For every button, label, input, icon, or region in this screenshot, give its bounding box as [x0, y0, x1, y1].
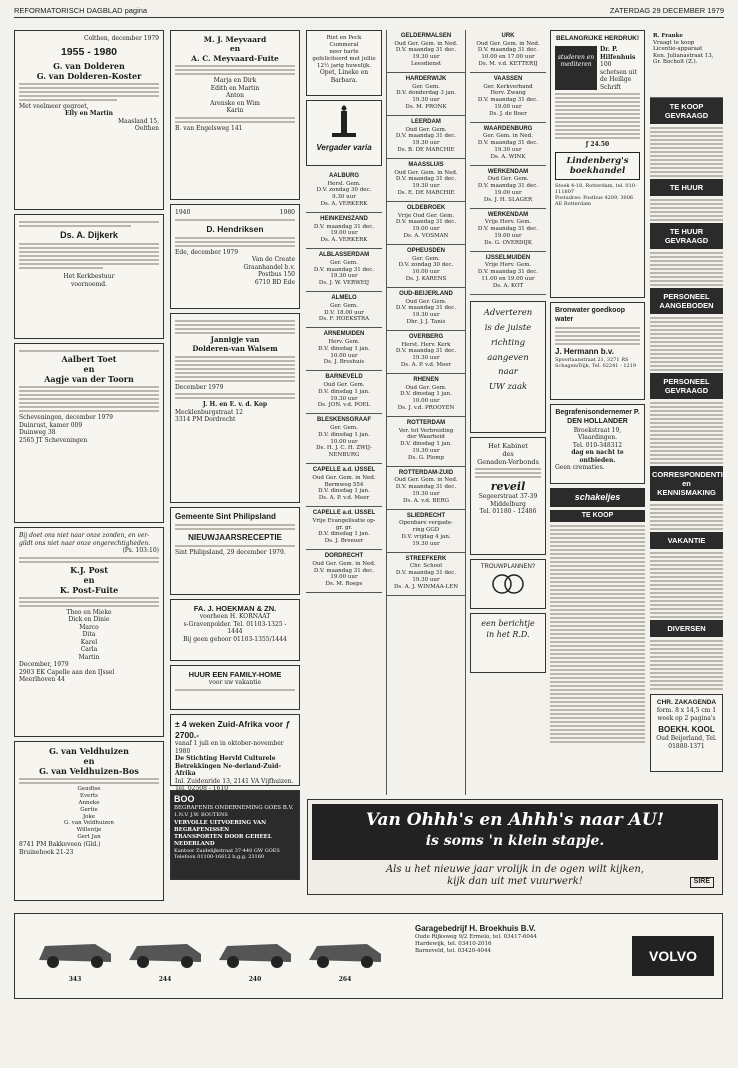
family-home-ad [170, 665, 300, 710]
candle-icon [314, 105, 374, 139]
ad-logo-name: BOO [174, 794, 195, 804]
section-header: DIVERSEN [650, 620, 723, 637]
anniversary-ad-meyvaard [170, 30, 300, 200]
anniversary-ad-dolderen [170, 313, 300, 503]
ad-sub: voorheen H. KORNAAT [199, 613, 271, 621]
banner-line: Als u het nieuwe jaar vrolijk in de ogen wilt kijken, kijk dan uit met vuurwerk! [385, 864, 645, 887]
church-entry: BLESKENSGRAAF Ger. Gem. D.V. dinsdag 1 jan. 10.00 uur Ds. H. J. C. H. ZWIJ-NENBURG [306, 414, 382, 464]
ad-address: Spoorlaanstraat 21, 3271 RS Schagen/Dijk, Tel. 02241 - 1219 [555, 356, 637, 369]
ad-lines: Vraagt te koop Licentie-apparaat Ken. Julianastraat 13, Gr. Bocholt (Z.). [653, 39, 714, 66]
rings-icon [478, 571, 538, 597]
ad-names: G. van Dolderen G. van Dolderen-Koster [36, 60, 142, 81]
church-entry: AALBURG Hersl. Gem. D.V. zondag 30 dec. 9.30 uur Ds. A. VERKERK [306, 170, 382, 213]
church-entry: HARDERWIJK Ger. Gem. D.V. donderdag 3 jan. 19.30 uur Ds. M. PRONK [387, 73, 465, 116]
advertise-box: Adverteren is de juiste richting aangeven naar UW zaak [470, 301, 546, 433]
ad-event: NIEUWJAARSRECEPTIE [188, 533, 282, 542]
header-left: REFORMATORISCH DAGBLAD pagina [14, 6, 148, 15]
shop-name: reveil [490, 480, 526, 494]
church-entry: OLDEBROEK Vrije Oud Ger. Gem. D.V. maandag 31 dec. 19.00 uur Ds. A. VOSMAN [387, 202, 465, 245]
agenda-ad [650, 694, 723, 772]
ad-address: Mecklenburgstraat 12 3314 PM Dordrecht [175, 408, 243, 423]
garage-address: Oude Rijksweg 9/2 Ermelo, tel. 03417-6044 Hardewijk, tel. 03410-2016 Barneveld, tel. 03420-4044 [415, 934, 537, 954]
ad-org: De Stichting Hervld Culturele Betrekkingen Ne-derland-Zuid-Afrika [175, 755, 281, 778]
bronwater-ad [550, 302, 645, 400]
book-reprint-ad [550, 30, 645, 298]
ad-names: Jannigje van Dolderen-van Walsem [192, 335, 278, 353]
church-entry: HEINKENSZAND D.V. maandag 31 dec. 19.00 uur Ds. A. VERKERK [306, 213, 382, 249]
undertaker-ad [550, 404, 645, 484]
vergader-varia-logo [306, 100, 382, 166]
ad-note: dag en nacht te ontbieden. [571, 449, 624, 464]
ad-place: Sint Philipsland, 29 december 1979. [175, 549, 286, 556]
church-entry: SLIEDRECHT Openbare vergade- ring GGD D.V. vrijdag 4 jan. 19.30 uur [387, 510, 465, 553]
church-list-col3 [306, 170, 382, 593]
ad-name: R. Franke [653, 33, 683, 39]
ad-title: Het Kabinet des Genaden-Verbonds [477, 441, 539, 467]
ad-names: K.J. Post en K. Post-Fuite [59, 564, 119, 595]
section-header: VAKANTIE [650, 532, 723, 549]
section-header: PERSONEEL AANGEBODEN [650, 288, 723, 314]
banner-subtitle: is soms 'n klein stapje. [425, 833, 605, 849]
ad-sub: vanaf 1 juli en in oktober-november 1980 [175, 740, 284, 755]
ad-names: M. J. Meyvaard en A. C. Meyvaard-Fuite [191, 35, 279, 63]
car-icon [35, 932, 115, 972]
ad-org: J. Hermann b.v. [555, 346, 614, 356]
church-entry: OUD-BEIJERLAND Oud Ger. Gem. D.V. maandag 31 dec. 19.30 uur Dhr. J. J. Tanis [387, 288, 465, 331]
ad-address: 2903 EK Capelle aan den IJssel Meerlhoven 44 [19, 668, 115, 683]
book-row [555, 46, 640, 91]
anniversary-ad-post [14, 527, 164, 737]
car-icon [125, 932, 205, 972]
ad-title: Gemeente Sint Philipsland [175, 512, 276, 521]
ad-line: form. 8 x 14,5 cm 1 week op 2 pagina's [656, 707, 717, 722]
ad-date: December, 1979 [19, 661, 69, 668]
church-entry: ALBLASSERDAM Ger. Gem. D.V. maandag 31 dec. 19.30 uur Ds. J. W. VERWEIJ [306, 249, 382, 292]
ad-address: Inl. Zuidenride 13, 2141 VA Vijfhuizen. Tel. 02508 - 1610 [175, 777, 294, 793]
ad-children: Theo en Mieke Dick en Dinie Marco Dita Karel Carla Martin [66, 608, 112, 661]
bericht-ad: een berichtje in het R.D. [470, 613, 546, 673]
ad-title: HUUR EEN FAMILY-HOME [188, 670, 282, 679]
church-entry: OPHEUSDEN Ger. Gem. D.V. zondag 30 dec. 10.00 uur Ds. J. KARENS [387, 245, 465, 288]
column-1 [14, 30, 164, 910]
ad-title: BELANGRIJKE HERDRUK! [555, 35, 640, 42]
ad-thanks: Met veelmeer gegroet, [19, 102, 89, 110]
church-entry: OVERBERG Herst. Herv. Kerk D.V. maandag 31 dec. 19.30 uur Ds. A. P. v.d. Meer [387, 331, 465, 374]
church-entry: RHENEN Oud Ger. Gem. D.V. dinsdag 1 jan. 10.00 uur Ds. J. v.d. PROOYEN [387, 374, 465, 417]
car-1: 343 [35, 932, 115, 972]
ad-family: Geudtse Everts Anneke Gertie Joke G. van Veldhuizen Willentje Gert Jan [64, 786, 114, 841]
book-author: Dr. P. Hilfenhuis [600, 46, 636, 61]
ad-title: Vergader varia [316, 143, 372, 152]
church-entry: WERKENDAM Vrije Herv. Gem. D.V. maandag 31 dec. 19.00 uur Ds. G. OVERDIJK [470, 209, 546, 252]
church-entry: VAASSEN Ger. Kerkverband Herv. Zwang D.V. maandag 31 dec. 19.00 uur Ds. J. de Boer [470, 73, 546, 123]
trouw-ad [470, 559, 546, 609]
ad-extra: Geen crematies. [555, 464, 605, 471]
shop-place: Oud Beijerland, Tel. 01880-1371 [656, 735, 717, 750]
ad-address: Broekstraat 19, Vlaardingen. Tel. 010-348312 [572, 426, 623, 449]
church-entry: BARNEVELD Oud Ger. Gem. D.V. dinsdag 1 jan. 19.30 uur Ds. JON. v.d. POEL [306, 371, 382, 414]
te-koop-header: TE KOOP [550, 510, 645, 522]
ad-sub: voor uw vakantie [208, 679, 262, 687]
column-4 [386, 30, 466, 795]
kabinet-ad [470, 437, 546, 555]
ad-date: December 1979 [175, 383, 224, 391]
anniversary-ad-1 [14, 30, 164, 210]
church-entry: CAPELLE a.d. IJSSEL Vrije Evangelisatie op- gr. gr. D.V. dinsdag 1 jan. Ds. J. Breeuer [306, 507, 382, 550]
ad-names: G. van Veldhuizen en G. van Veldhuizen-Bos [39, 746, 139, 776]
ad-years: 1955 - 1980 [60, 45, 118, 58]
municipality-ad [170, 507, 300, 595]
car-icon [215, 932, 295, 972]
ad-address: B. van Engelsweg 141 [175, 124, 243, 132]
ad-title: CHR. ZAKAGENDA [656, 699, 717, 706]
car-4: 264 [305, 932, 385, 972]
ad-sign: Het Kerkbestuur voornoemd. [63, 273, 115, 288]
ad-place: Colthen, december 1979 [83, 35, 159, 42]
classified-text [550, 525, 645, 743]
ad-phone: Bij geen gehoor 01103-1355/1444 [183, 635, 287, 643]
ad-line-1: VERVOLLE UITVOERING VAN BEGRAFENISSEN [174, 820, 267, 834]
ad-address: 8741 PM Bakkeveen (Gld.) Bruinehoek 21-23 [19, 841, 101, 856]
anniversary-ad-toet [14, 343, 164, 523]
funeral-service-ad [170, 790, 300, 880]
volvo-logo: VOLVO [632, 936, 714, 976]
church-entry: GELDERMALSEN Oud Ger. Gem. in Ned. D.V. maandag 31 dec. 19.30 uur Leesdienst [387, 30, 465, 73]
ad-place: Scheveningen, december 1979 [19, 414, 113, 421]
church-entry: WERKENDAM Oud Ger. Gem. D.V. maandag 31 dec. 19.00 uur Ds. J. H. SLAGER [470, 166, 546, 209]
jubilee-ad-hendriksen [170, 204, 300, 309]
ad-address: Stoek 4-18, Rotterdam, tel. 010-111807 Postadres: Postbus 4209, 3006 AE Rotterdam [555, 182, 637, 208]
ad-title: Begrafenisondernemer P. DEN HOLLANDER [555, 409, 640, 425]
book-price: ƒ 24.50 [585, 141, 610, 149]
ad-address: Van de Create Graanhandel b.v. Postbus 150 6710 BD Ede [243, 256, 295, 286]
ad-title: ± 4 weken Zuid-Afrika voor ƒ 2700.- [175, 719, 291, 740]
church-entry: URK Oud Ger. Gem. in Ned. D.V. maandag 31 dec. 10.00 en 17.00 uur Ds. M. v.d. KETTERIJ [470, 30, 546, 73]
church-entry: CAPELLE a.d. IJSSEL Oud Ger. Gem. in Ned. Bermweg 554 D.V. dinsdag 1 jan. Ds. A. P. v.d. Meer [306, 464, 382, 507]
ad-address: Segeerstraat 37-39 Middelburg Tel. 01180 - 12486 [478, 493, 538, 516]
ad-name: Ds. A. Dijkerk [60, 230, 118, 240]
ad-address: Kantoor Zuidelijkstraat 37-440 GW GOES Telefoon 01100-16612 b.g.g. 23160 [174, 847, 280, 861]
church-entry: ARNEMUIDEN Herv. Gem. D.V. dinsdag 1 jan. 10.00 uur Ds. J. Broshuis [306, 328, 382, 371]
church-entry: IJSSELMUIDEN Vrije Herv. Gem. D.V. maandag 31 dec. 11.00 en 19.00 uur Ds. A. KOT [470, 252, 546, 295]
south-africa-ad [170, 714, 300, 793]
section-header: CORRESPONDENTIE en KENNISMAKING [650, 466, 723, 501]
banner-title: Van Ohhh's en Ahhh's naar AU! [365, 810, 665, 830]
church-ad-dijkerk [14, 214, 164, 339]
car-2: 244 [125, 932, 205, 972]
congratulation-ad [306, 30, 382, 96]
book-cover: studeren en mediteren [555, 46, 597, 90]
section-header: TE KOOP GEVRAAGD [650, 98, 723, 124]
banner-headline [312, 804, 718, 860]
car-icon [305, 932, 385, 972]
ad-sign: Elly en Martin [64, 110, 114, 117]
section-header: TE HUUR [650, 179, 723, 196]
ad-address: Maasland 15, Oolthen [117, 117, 159, 132]
church-entry: ROTTERDAM-ZUID Oud Ger. Gem. in Ned. D.V. maandag 31 dec. 19.30 uur Ds. A. v.d. BERG [387, 467, 465, 510]
ad-reference: (Ps. 103:10) [122, 547, 159, 554]
ad-title: Bronwater goedkoop water [555, 307, 626, 323]
church-entry: DORDRECHT Oud Ger. Gem. in Ned. D.V. maandag 31 dec. 19.00 uur Ds. M. Roeps [306, 550, 382, 593]
church-entry: MAASSLUIS Oud Ger. Gem. in Ned. D.V. maandag 31 dec. 19.30 uur Ds. E. DE MARCHIE [387, 159, 465, 202]
ad-text: Riet en Peck Cummeral neer harte gefeliciteerd met jullie 12½ jarig huwelijk. [312, 35, 376, 69]
church-entry: STREEFKERK Chr. School D.V. maandag 31 dec. 19.30 uur Ds. A. J. WINMAA-LEN [387, 553, 465, 596]
church-entry: ROTTERDAM Ver. tot Verbreiding der Waarheid D.V. dinsdag 1 jan. 19.30 uur Ds. G. Plomp [387, 417, 465, 467]
church-entry: LEERDAM Oud Ger. Gem. D.V. maandag 31 dec. 19.30 uur Ds. B. DE MARCHIE [387, 116, 465, 159]
ad-org: FA. J. HOEKMAN & ZN. [193, 604, 277, 613]
church-entry: WAARDENBURG Ger. Gem. in Ned. D.V. maandag 31 dec. 19.30 uur Ds. A. WINK [470, 123, 546, 166]
church-entry: ALMELO Ger. Gem. D.V. 18.00 uur Ds. F. HOEKSTRA [306, 292, 382, 328]
page-header [14, 6, 724, 18]
anniversary-ad-veldhuizen [14, 741, 164, 901]
section-header: PERSONEEL GEVRAAGD [650, 373, 723, 399]
ad-name: D. Hendriksen [206, 223, 264, 234]
garage-name: Garagebedrijf H. Broekhuis B.V. [415, 924, 536, 933]
fireworks-banner [307, 799, 723, 895]
ad-place: Ede, december 1979 [175, 248, 239, 256]
ad-children: Marja en Dirk Edith en Martin Anton Arenske en Wim Karin [210, 77, 260, 115]
ad-body-text [19, 83, 159, 101]
shop-name: BOEKH. KOOL [658, 725, 715, 735]
ad-address: Duinrust, kamer 009 Duinweg 38 2565 JT Scheveningen [19, 421, 88, 444]
section-header: TE HUUR GEVRAAGD [650, 223, 723, 249]
column-3 [306, 30, 382, 795]
ad-sub: 1.N.V. J.W. BOUTENS [174, 812, 228, 819]
ad-quote: Bij doet ons niet naar onze zonden, en ver-gildt ons niet naar onze ongerechtigheden. [19, 532, 151, 547]
banner-org: SIRE [690, 877, 714, 888]
ad-org: BEGRAFENIS ONDERNEMING GOES B.V. [174, 805, 294, 812]
schakeljes-header: schakeljes [550, 488, 645, 507]
book-text: 100 schetsen uit de Heilige Schrift [600, 61, 637, 91]
ad-address: s-Gravenpolder. Tel. 01103-1325 - 1444 [183, 620, 287, 636]
garage-info [415, 924, 625, 955]
column-6 [550, 30, 645, 795]
top-classified [650, 30, 723, 98]
ad-sign: Opet, Lineke en Barbara. [319, 69, 369, 84]
shop-name: Lindenberg's boekhandel [555, 152, 640, 180]
ad-title: TROUWPLANNEN? [480, 563, 536, 570]
ad-names: Aalbert Toet en Aagje van der Toorn [44, 354, 134, 384]
ad-org: J. H. en E. v. d. Kop [202, 401, 268, 408]
ad-line-2: TRANSPORTEN DOOR GEHEEL NEDERLAND [174, 834, 272, 847]
hoekman-ad [170, 599, 300, 661]
garage-ad [14, 913, 723, 999]
column-5 [470, 30, 546, 795]
jubilee-years: 1940 1980 [175, 209, 295, 216]
column-2 [170, 30, 300, 910]
header-right: ZATERDAG 29 DECEMBER 1979 [609, 6, 724, 15]
car-3: 240 [215, 932, 295, 972]
